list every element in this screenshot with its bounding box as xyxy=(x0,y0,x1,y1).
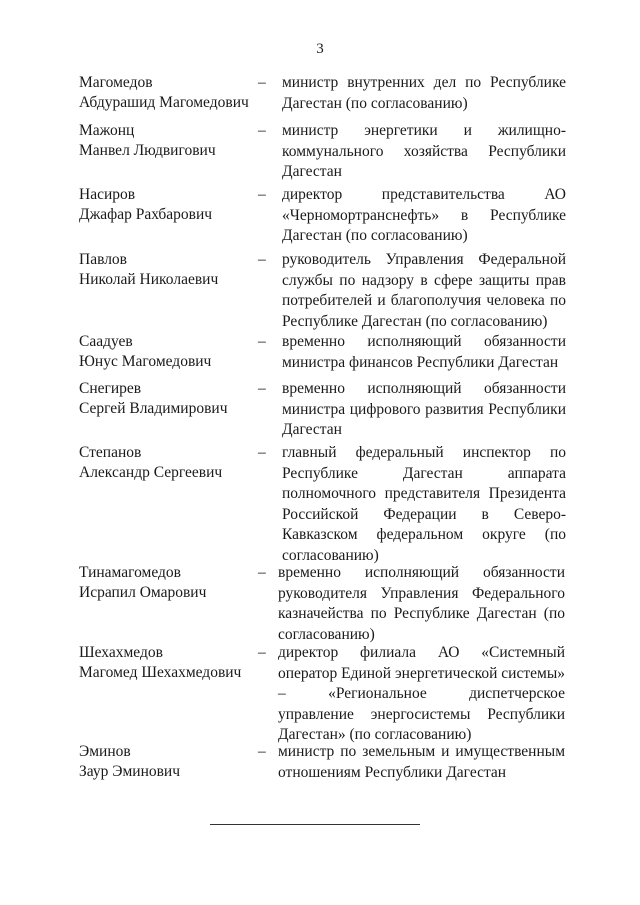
member-given-name: Заур Эминович xyxy=(79,763,181,780)
member-role: министр по земельным и имущественным отношениям Республики Дагестан xyxy=(278,743,565,781)
member-surname: Тинамагомедов xyxy=(79,564,181,581)
member-name xyxy=(79,443,254,483)
member-role: министр энергетики и жилищно-коммунального хозяйства Республики Дагестан xyxy=(282,122,566,180)
separator-dash: – xyxy=(258,122,266,139)
separator-dash: – xyxy=(258,380,266,397)
member-surname: Павлов xyxy=(79,251,127,268)
member-role: директор представительства АО «Черномортранснефть» в Республике Дагестан (по согласованию) xyxy=(282,186,566,244)
separator-dash: – xyxy=(258,333,266,350)
member-given-name: Юнус Магомедович xyxy=(79,353,212,370)
separator-dash: – xyxy=(258,444,266,461)
member-role: временно исполняющий обязанности министра финансов Республики Дагестан xyxy=(282,333,566,371)
member-given-name: Исрапил Омарович xyxy=(79,584,207,601)
member-name xyxy=(79,742,254,782)
separator-dash: – xyxy=(258,186,266,203)
member-role: временно исполняющий обязанности министра цифрового развития Республики Дагестан xyxy=(282,380,566,438)
member-surname: Эминов xyxy=(79,743,131,760)
member-surname: Саадуев xyxy=(79,333,133,350)
member-name xyxy=(79,332,254,372)
member-name xyxy=(79,185,254,225)
member-given-name: Джафар Рахбарович xyxy=(79,206,213,223)
member-name xyxy=(79,643,254,683)
member-surname: Степанов xyxy=(79,444,142,461)
member-role: временно исполняющий обязанности руководителя Управления Федерального казначейства по Республике Дагестан (по согласованию) xyxy=(278,564,565,643)
separator-dash: – xyxy=(258,74,266,91)
member-role: министр внутренних дел по Республике Дагестан (по согласованию) xyxy=(282,74,566,112)
member-name xyxy=(79,121,254,161)
member-name xyxy=(79,73,254,113)
member-role: директор филиала АО «Системный оператор Единой энергетической системы» – «Региональное диспетчерское управление энергосистемы Республики Дагестан» (по согласованию) xyxy=(278,644,565,743)
member-name xyxy=(79,250,254,290)
member-surname: Магомедов xyxy=(79,74,153,91)
page-number: 3 xyxy=(316,41,324,57)
closing-divider xyxy=(210,824,420,825)
member-given-name: Магомед Шехахмедович xyxy=(79,664,242,681)
member-role: руководитель Управления Федеральной службы по надзору в сфере защиты прав потребителей и благополучия человека по Республике Дагестан (по согласованию) xyxy=(282,251,566,330)
member-surname: Мажонц xyxy=(79,122,135,139)
separator-dash: – xyxy=(258,251,266,268)
member-given-name: Сергей Владимирович xyxy=(79,400,228,417)
member-surname: Насиров xyxy=(79,186,136,203)
member-surname: Снегирев xyxy=(79,380,142,397)
member-given-name: Абдурашид Магомедович xyxy=(79,94,249,111)
member-given-name: Манвел Людвигович xyxy=(79,142,216,159)
separator-dash: – xyxy=(258,743,266,760)
member-given-name: Николай Николаевич xyxy=(79,271,219,288)
member-role: главный федеральный инспектор по Республике Дагестан аппарата полномочного представителя Президента Российской Федерации в Северо-Кавказском федеральном округе (по согласованию) xyxy=(282,444,566,564)
member-name xyxy=(79,563,254,603)
member-given-name: Александр Сергеевич xyxy=(79,464,223,481)
separator-dash: – xyxy=(258,564,266,581)
member-surname: Шехахмедов xyxy=(79,644,163,661)
separator-dash: – xyxy=(258,644,266,661)
member-name xyxy=(79,379,254,419)
